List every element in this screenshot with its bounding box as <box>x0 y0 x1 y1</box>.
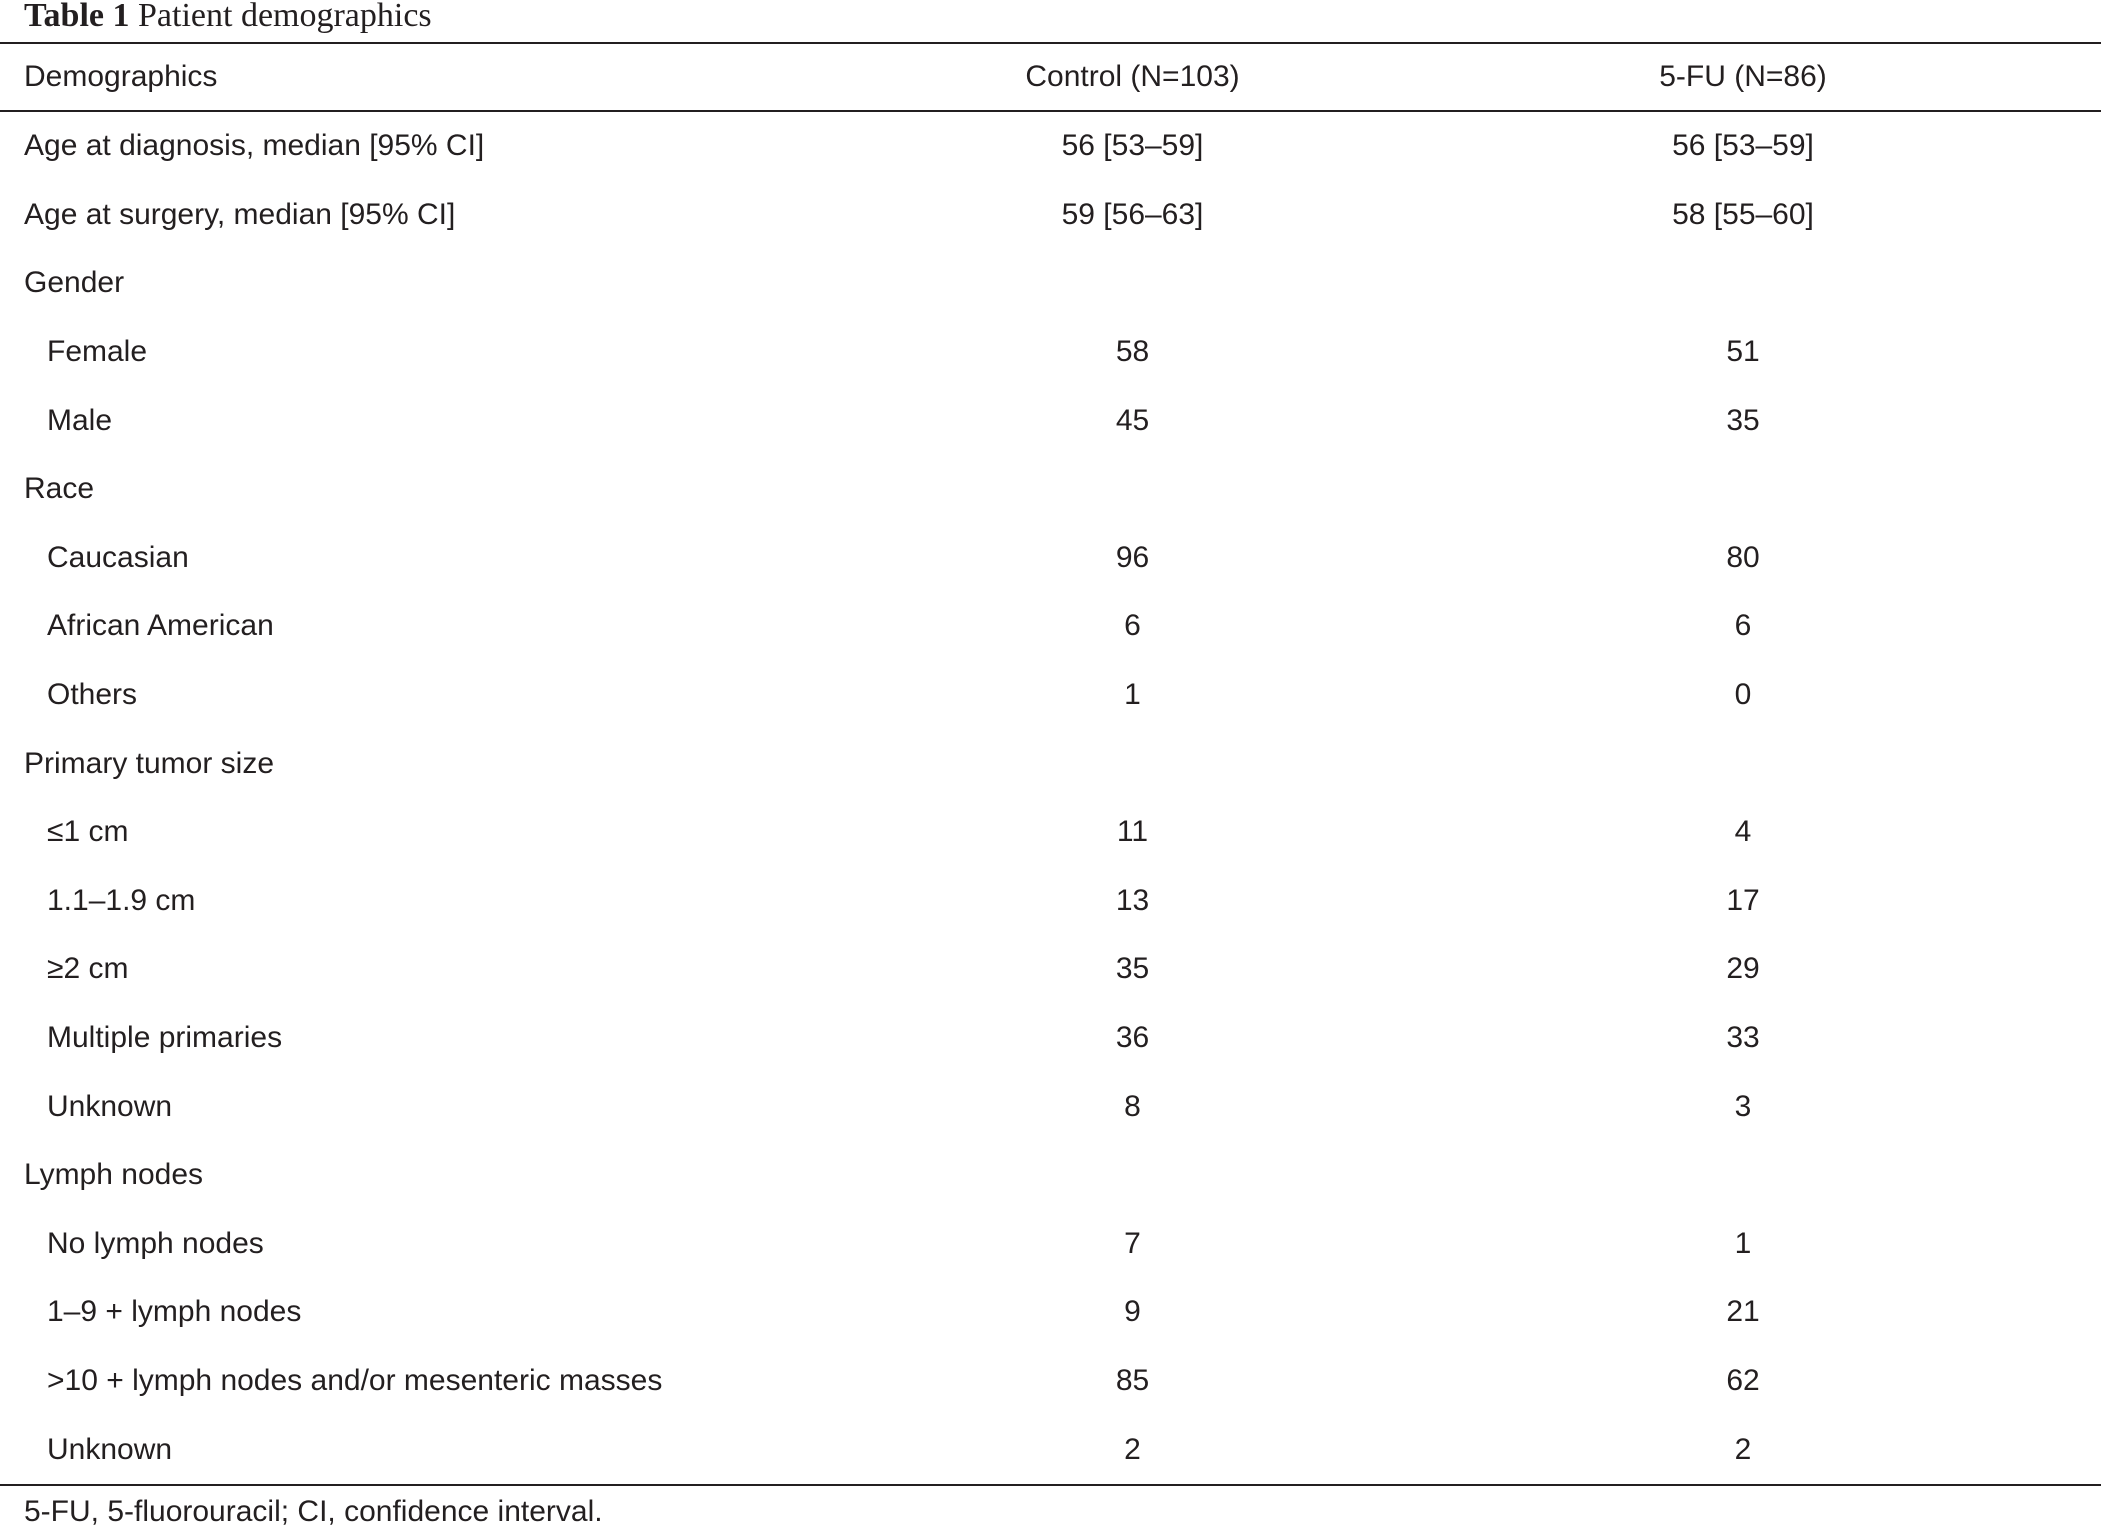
fu-value <box>1385 249 2101 318</box>
control-value: 11 <box>1116 815 1149 849</box>
table-row <box>0 1415 2101 1485</box>
control-value: 35 <box>1115 952 1150 986</box>
column-header-demographics: Demographics <box>0 43 880 111</box>
fu-value <box>1385 1141 2101 1210</box>
table-row <box>0 111 2101 181</box>
fu-value: 35 <box>1726 403 1760 437</box>
fu-value: 29 <box>1726 952 1760 986</box>
control-value: 59 [56–63] <box>1061 197 1204 231</box>
control-value: 58 <box>1115 335 1150 369</box>
fu-value: 6 <box>1734 609 1752 643</box>
table-row <box>0 1141 2101 1210</box>
fu-value: 51 <box>1726 335 1760 369</box>
table-row <box>0 386 2101 455</box>
table-row <box>0 661 2101 730</box>
fu-value: 1 <box>1734 1226 1752 1260</box>
fu-value: 3 <box>1734 1089 1752 1123</box>
control-value: 6 <box>1124 609 1141 643</box>
control-value: 7 <box>1124 1226 1141 1260</box>
fu-value: 80 <box>1726 540 1760 574</box>
fu-value: 56 [53–59] <box>1672 129 1814 163</box>
row-label: ≤1 cm <box>47 815 129 849</box>
fu-value <box>1385 729 2101 798</box>
table-row <box>0 318 2101 387</box>
control-value: 96 <box>1115 540 1150 574</box>
fu-value: 0 <box>1734 678 1752 712</box>
row-label: Unknown <box>47 1432 173 1466</box>
control-value: 2 <box>1124 1432 1141 1466</box>
table-row <box>0 1210 2101 1279</box>
table-row <box>0 1347 2101 1416</box>
row-label: Unknown <box>47 1089 173 1123</box>
fu-value: 33 <box>1726 1021 1760 1055</box>
control-value <box>880 249 1385 318</box>
row-label: Female <box>47 335 148 369</box>
control-value: 45 <box>1115 403 1150 437</box>
row-label: Others <box>47 678 138 712</box>
control-value: 9 <box>1124 1295 1141 1329</box>
fu-value: 2 <box>1734 1432 1752 1466</box>
table-body <box>0 111 2101 1485</box>
row-label: 1–9 + lymph nodes <box>47 1295 302 1329</box>
row-label: Age at surgery, median [95% CI] <box>24 197 456 231</box>
row-label: Age at diagnosis, median [95% CI] <box>24 129 485 163</box>
row-label: 1.1–1.9 cm <box>47 883 196 917</box>
table-header-row <box>0 43 2101 111</box>
fu-value: 58 [55–60] <box>1672 197 1814 231</box>
control-value: 56 [53–59] <box>1061 129 1204 163</box>
table-row <box>0 455 2101 524</box>
table-row <box>0 935 2101 1004</box>
row-label: African American <box>47 609 274 643</box>
table-caption-label: Table 1 <box>24 0 130 34</box>
table-row <box>0 729 2101 798</box>
table-row <box>0 181 2101 250</box>
control-value: 8 <box>1124 1089 1141 1123</box>
table-row <box>0 524 2101 593</box>
control-value: 36 <box>1115 1021 1150 1055</box>
row-label: Male <box>47 403 113 437</box>
table-caption <box>0 0 2101 42</box>
control-value <box>880 455 1385 524</box>
fu-value: 4 <box>1734 815 1752 849</box>
row-label: Race <box>24 472 95 506</box>
control-value: 1 <box>1124 678 1141 712</box>
row-label: Gender <box>24 266 125 300</box>
table-row <box>0 1278 2101 1347</box>
row-label: Lymph nodes <box>24 1158 204 1192</box>
control-value <box>880 729 1385 798</box>
row-label: >10 + lymph nodes and/or mesenteric masses <box>47 1363 663 1397</box>
row-label: Primary tumor size <box>24 746 275 780</box>
control-value: 85 <box>1115 1363 1150 1397</box>
column-header-5fu: 5-FU (N=86) <box>1385 43 2101 111</box>
row-label: Caucasian <box>47 540 189 574</box>
table-row <box>0 798 2101 867</box>
table-row <box>0 249 2101 318</box>
row-label: ≥2 cm <box>47 952 129 986</box>
table-row <box>0 1072 2101 1141</box>
table-row <box>0 867 2101 936</box>
control-value: 13 <box>1115 883 1150 917</box>
fu-value <box>1385 455 2101 524</box>
table-row <box>0 592 2101 661</box>
control-value <box>880 1141 1385 1210</box>
fu-value: 17 <box>1726 883 1760 917</box>
fu-value: 62 <box>1726 1363 1760 1397</box>
column-header-control: Control (N=103) <box>880 43 1385 111</box>
row-label: Multiple primaries <box>47 1021 283 1055</box>
demographics-table <box>0 42 2101 1486</box>
table-footnote: 5-FU, 5-fluorouracil; CI, confidence interval. <box>24 1494 603 1528</box>
table-row <box>0 1004 2101 1073</box>
table-caption-text: Patient demographics <box>138 0 432 34</box>
row-label: No lymph nodes <box>47 1226 264 1260</box>
fu-value: 21 <box>1726 1295 1760 1329</box>
